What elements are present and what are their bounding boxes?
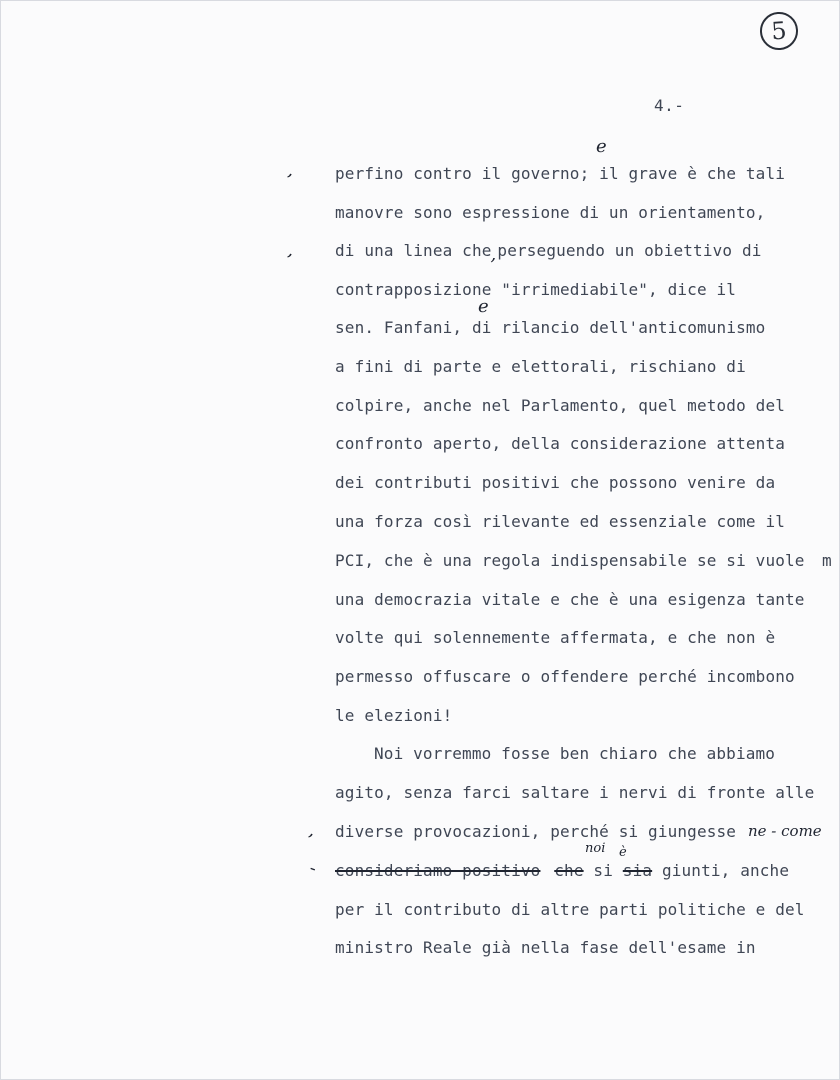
text-line-3 — [335, 241, 762, 265]
text-line-17: agito, senza farci saltare i nervi di fronte alle — [335, 783, 815, 802]
handwritten-insert-e-2: e — [478, 296, 489, 317]
struck-text-che: che — [554, 861, 584, 880]
margin-tick-mark: , — [285, 159, 299, 182]
text-line-19 — [335, 861, 789, 881]
right-edge-fragment: m — [822, 551, 832, 570]
margin-tick-mark: - — [306, 857, 320, 880]
handwritten-margin-note: ne - come — [748, 822, 822, 840]
text-line-12: una democrazia vitale e che è una esigenza tante — [335, 590, 805, 609]
text-line-9: dei contributi positivi che possono venire da — [335, 473, 776, 492]
line-1-part-b: il grave è che tali — [599, 164, 786, 183]
line-3-part-b: perseguendo un obiettivo di — [497, 241, 762, 260]
line-5-part-b: di rilancio dell'anticomunismo — [471, 318, 766, 337]
text-line-11: PCI, che è una regola indispensabile se si vuole — [335, 551, 805, 570]
handwritten-e-accent: è — [619, 845, 627, 860]
line-1-part-a: perfino contro il governo; — [335, 164, 590, 183]
text-line-2: manovre sono espressione di un orientamento, — [335, 203, 766, 222]
text-line-15: le elezioni! — [335, 706, 453, 725]
text-line-5 — [335, 318, 765, 338]
handwritten-noi: noi — [585, 841, 606, 856]
typed-page-number: 4.- — [654, 96, 685, 115]
handwritten-insert-e-1: e — [596, 136, 607, 157]
text-line-16: Noi vorremmo fosse ben chiaro che abbiamo — [374, 744, 776, 763]
margin-tick-mark: , — [306, 819, 320, 842]
line-3-part-a: di una linea che — [335, 241, 492, 260]
circled-page-number: 5 — [759, 11, 800, 52]
text-line-21: ministro Reale già nella fase dell'esame in — [335, 938, 756, 957]
text-line-1 — [335, 164, 785, 184]
text-line-10: una forza così rilevante ed essenziale come il — [335, 512, 786, 531]
handwritten-comma: , — [490, 244, 497, 265]
text-line-4: contrapposizione "irrimediabile", dice il — [335, 280, 737, 299]
margin-tick-mark: , — [285, 239, 299, 262]
text-line-20: per il contributo di altre parti politiche e del — [335, 900, 805, 919]
text-line-6: a fini di parte e elettorali, rischiano di — [335, 357, 746, 376]
struck-text-sia: sia — [622, 861, 653, 880]
struck-text-consideriamo-positivo: consideriamo positivo — [335, 861, 541, 880]
text-line-7: colpire, anche nel Parlamento, quel metodo del — [335, 396, 786, 415]
text-line-14: permesso offuscare o offendere perché incombono — [335, 667, 795, 686]
text-line-13: volte qui solennemente affermata, e che non è — [335, 628, 776, 647]
text-line-8: confronto aperto, della considerazione attenta — [335, 434, 786, 453]
line-19-si: si — [593, 861, 613, 880]
line-19-end: giunti, anche — [661, 861, 790, 880]
line-5-part-a: sen. Fanfani, — [335, 318, 463, 337]
text-line-18: diverse provocazioni, perché si giungesse — [335, 822, 737, 841]
